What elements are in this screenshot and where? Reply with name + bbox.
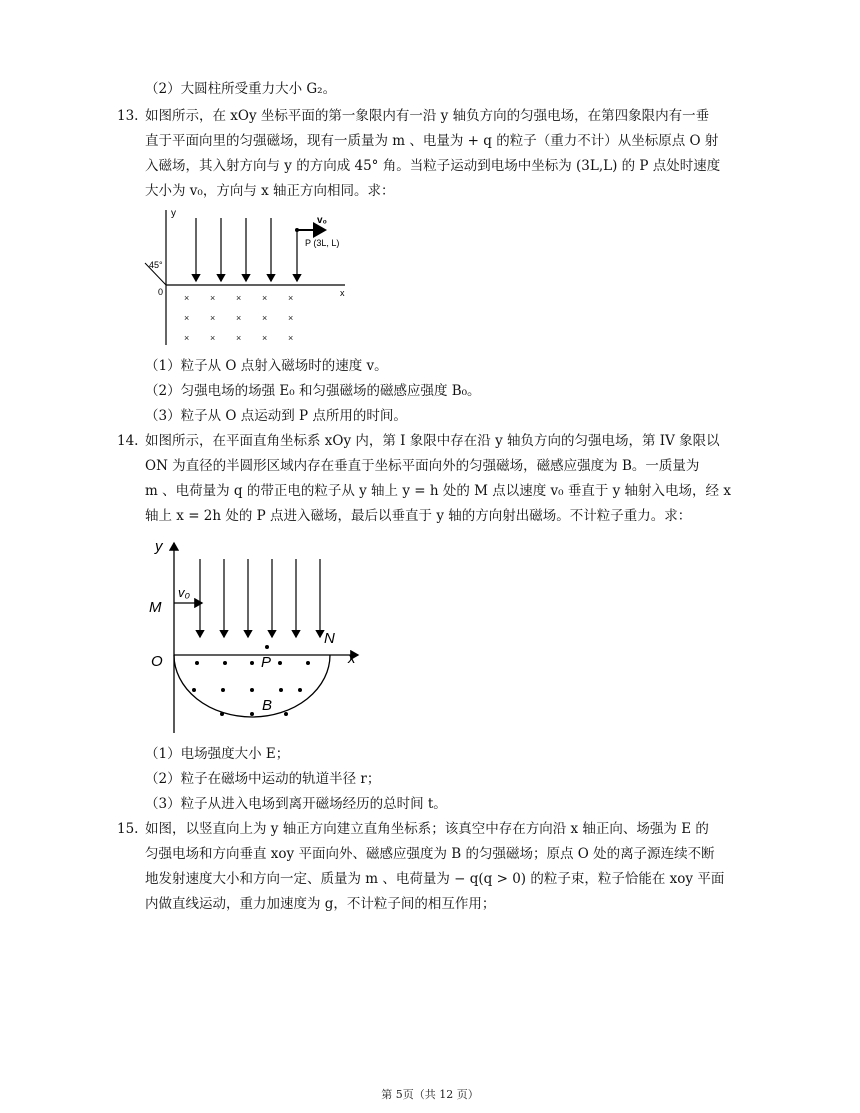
svg-text:×: × (236, 333, 242, 343)
q13-sub3: （3）粒子从 O 点运动到 P 点所用的时间。 (145, 408, 407, 424)
q14-y-label: y (155, 538, 163, 555)
svg-text:×: × (236, 293, 242, 303)
svg-text:×: × (210, 293, 216, 303)
svg-text:×: × (184, 293, 190, 303)
svg-text:×: × (184, 333, 190, 343)
q15-line-2: 匀强电场和方向垂直 xoy 平面向外、磁感应强度为 B 的匀强磁场；原点 O 处的离子源连续不断 (145, 846, 715, 862)
svg-text:×: × (288, 313, 294, 323)
q13-sub1: （1）粒子从 O 点射入磁场时的速度 v。 (145, 358, 388, 374)
svg-text:×: × (262, 293, 268, 303)
q14-line-3: m 、电荷量为 q 的带正电的粒子从 y 轴上 y = h 处的 M 点以速度 v₀ 垂直于 y 轴射入电场，经 x (145, 483, 731, 499)
svg-text:×: × (184, 313, 190, 323)
q15-line-3: 地发射速度大小和方向一定、质量为 m 、电荷量为 − q(q > 0) 的粒子束，粒子恰能在 xoy 平面 (145, 871, 725, 887)
svg-text:×: × (210, 313, 216, 323)
q14-sub3: （3）粒子从进入电场到离开磁场经历的总时间 t。 (145, 796, 447, 812)
q14-number: 14. (117, 433, 139, 449)
svg-text:×: × (288, 293, 294, 303)
q13-sub2: （2）匀强电场的场强 E₀ 和匀强磁场的磁感应强度 B₀。 (145, 383, 481, 399)
page-footer: 第 5页（共 12 页） (381, 1088, 479, 1101)
q14-field-label: B (262, 697, 273, 714)
q13-y-label: y (171, 208, 176, 219)
svg-text:×: × (236, 313, 242, 323)
q14-line-4: 轴上 x = 2h 处的 P 点进入磁场，最后以垂直于 y 轴的方向射出磁场。不计粒子重力。求： (145, 508, 692, 524)
q13-velocity-label: v₀ (317, 215, 328, 226)
q14-point-m-label: M (149, 599, 162, 616)
q13-line-3: 入磁场，其入射方向与 y 的方向成 45° 角。当粒子运动到电场中坐标为 (3L,L) 的 P 点处时速度 (145, 158, 721, 174)
q13-line-2: 直于平面向里的匀强磁场，现有一质量为 m 、电量为 + q 的粒子（重力不计）从坐标原点 O 射 (145, 133, 719, 149)
q13-figure (140, 205, 360, 350)
q14-magnetic-field (192, 645, 310, 716)
q14-velocity-label: v₀ (178, 585, 190, 600)
q15-number: 15. (117, 821, 139, 837)
q13-line-1: 如图所示，在 xOy 坐标平面的第一象限内有一沿 y 轴负方向的匀强电场，在第四象限内有一垂 (145, 108, 710, 124)
q12-sub2: （2）大圆柱所受重力大小 G₂。 (145, 81, 337, 97)
q14-origin-label: O (151, 653, 163, 670)
svg-text:×: × (210, 333, 216, 343)
q14-point-n-label: N (324, 630, 335, 647)
q13-number: 13. (117, 108, 139, 124)
q15-line-4: 内做直线运动，重力加速度为 g，不计粒子间的相互作用； (145, 896, 496, 912)
q14-x-label: x (348, 650, 356, 667)
q14-line-2: ON 为直径的半圆形区域内存在垂直于坐标平面向外的匀强磁场，磁感应强度为 B。一质量为 (145, 458, 700, 474)
q14-figure (140, 533, 370, 738)
svg-text:×: × (262, 313, 268, 323)
q14-sub1: （1）电场强度大小 E； (145, 746, 290, 762)
q14-sub2: （2）粒子在磁场中运动的轨道半径 r； (145, 771, 381, 787)
q13-line-4: 大小为 v₀，方向与 x 轴正方向相同。求： (145, 183, 395, 199)
svg-text:×: × (288, 333, 294, 343)
q14-line-1: 如图所示，在平面直角坐标系 xOy 内，第 I 象限中存在沿 y 轴负方向的匀强电场，第 IV 象限以 (145, 433, 720, 449)
q15-line-1: 如图，以竖直向上为 y 轴正方向建立直角坐标系；该真空中存在方向沿 x 轴正向、场强为 E 的 (145, 821, 709, 837)
q13-angle-label: 45° (149, 260, 163, 270)
q13-point-label: P (3L, L) (305, 238, 340, 248)
svg-text:×: × (262, 333, 268, 343)
q14-point-p-label: P (261, 654, 272, 671)
q13-magnetic-field (184, 293, 293, 343)
q13-x-label: x (340, 288, 345, 298)
q13-origin-label: 0 (158, 287, 164, 297)
